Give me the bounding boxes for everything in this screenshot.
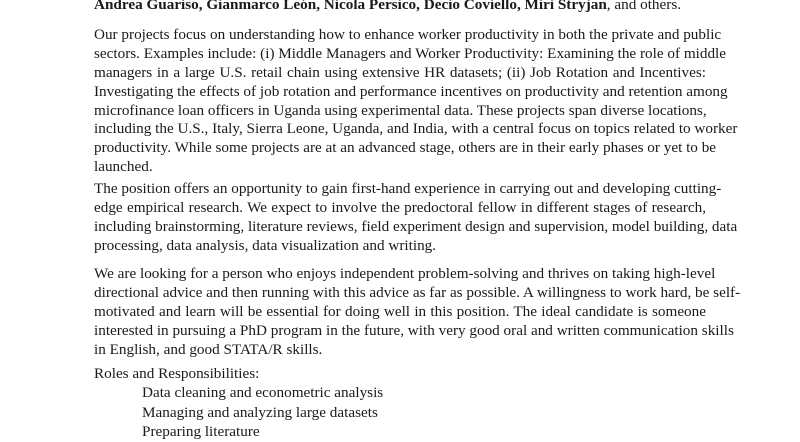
text-line: managers in a large U.S. retail chain using extensive HR datasets; (ii) Job Rotation and Incentives: — [94, 63, 706, 81]
text-line: motivated and learn will be essential for doing well in this position. The ideal candidate is someone — [94, 302, 706, 320]
text-line: launched. — [94, 158, 153, 176]
paragraph-projects — [94, 26, 738, 177]
text-line: edge empirical research. We expect to involve the predoctoral fellow in different stages of research, — [94, 198, 706, 216]
text-line: in English, and good STATA/R skills. — [94, 340, 323, 358]
text-line: including the U.S., Italy, Sierra Leone, Uganda, and India, with a central focus on topics related to worker — [94, 120, 738, 138]
text-line: processing, data analysis, data visualization and writing. — [94, 236, 437, 254]
text-line: including brainstorming, literature reviews, field experiment design and supervision, model building, data — [94, 217, 738, 235]
author-list — [94, 0, 714, 14]
paragraph-position — [94, 180, 738, 256]
list-item: Managing and analyzing large datasets — [142, 403, 378, 421]
text-line: directional advice and then running with this advice as far as possible. A willingness to work hard, be self- — [94, 283, 741, 301]
list-item: Preparing literature — [142, 423, 260, 440]
text-line: The position offers an opportunity to gain first-hand experience in carrying out and developing cutting- — [94, 180, 722, 197]
text-line: Our projects focus on understanding how to enhance worker productivity in both the private and public — [94, 26, 722, 43]
paragraph-candidate — [94, 265, 741, 359]
text-line: We are looking for a person who enjoys independent problem-solving and thrives on taking high-level — [94, 265, 716, 282]
text-line: Investigating the effects of job rotation and performance incentives on productivity and retention among — [94, 82, 728, 100]
text-line: interested in pursuing a PhD program in the future, with very good oral and written communication skills — [94, 321, 734, 339]
author-suffix: , and others. — [606, 0, 682, 13]
roles-list — [142, 383, 383, 442]
text-line: microfinance loan officers in Uganda using experimental data. These projects span diverse locations, — [94, 101, 707, 119]
text-line: productivity. While some projects are at an advanced stage, others are in their early phases or yet to be — [94, 139, 717, 157]
author-names: Andrea Guariso, Gianmarco León, Nicola Persico, Decio Coviello, Miri Stryjan — [94, 0, 607, 13]
list-item: Data cleaning and econometric analysis — [142, 384, 384, 401]
text-line: sectors. Examples include: (i) Middle Managers and Worker Productivity: Examining the role of middle — [94, 44, 727, 62]
roles-heading: Roles and Responsibilities: — [94, 365, 260, 382]
